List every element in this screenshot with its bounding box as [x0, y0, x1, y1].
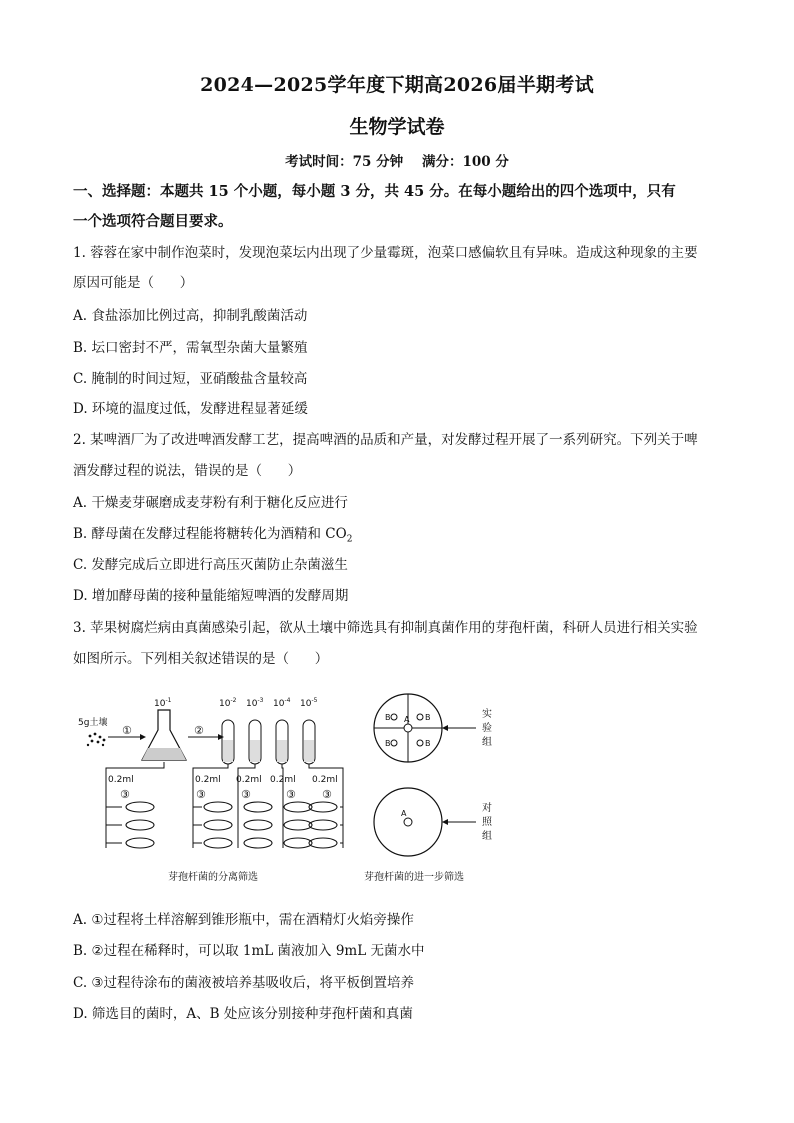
- dilution-3: $10^{-3}$: [246, 697, 264, 709]
- petri-dishes: [126, 802, 337, 848]
- section-heading-line1: 一、选择题：本题共 15 个小题，每小题 3 分，共 45 分。在每小题给出的四个选项中，只有: [73, 183, 676, 200]
- ctrl-group-char-2: 照: [482, 817, 492, 828]
- step3-label-1: ③: [120, 788, 130, 801]
- q3-stem-line1: 3. 苹果树腐烂病由真菌感染引起，欲从土壤中筛选具有抑制真菌作用的芽孢杆菌，科研人员进行相关实验: [73, 620, 698, 636]
- q2-option-a: A. 干燥麦芽碾磨成麦芽粉有利于糖化反应进行: [73, 495, 348, 511]
- soil-label: 5g土壤: [78, 718, 108, 728]
- q1-option-c: C. 腌制的时间过短，亚硝酸盐含量较高: [73, 371, 308, 387]
- q3-option-b: B. ②过程在稀释时，可以取 1mL 菌液加入 9mL 无菌水中: [73, 943, 425, 959]
- label-b-3: B: [385, 739, 391, 748]
- q2-option-d: D. 增加酵母菌的接种量能缩短啤酒的发酵周期: [73, 588, 349, 604]
- dilution-5: $10^{-5}$: [300, 697, 318, 709]
- tube-3: [273, 697, 291, 764]
- dilution-2: $10^{-2}$: [219, 697, 237, 709]
- label-b-4: B: [425, 739, 431, 748]
- tube-1: [219, 697, 237, 764]
- q3-option-a: A. ①过程将土样溶解到锥形瓶中，需在酒精灯火焰旁操作: [73, 912, 414, 928]
- exp-group-char-1: 实: [482, 709, 492, 720]
- q1-stem-line2: 原因可能是（ ）: [73, 275, 194, 291]
- label-b-1: B: [385, 713, 391, 722]
- caption-right: 芽孢杆菌的进一步筛选: [364, 872, 464, 883]
- q2-option-b-subscript: 2: [346, 534, 353, 545]
- exp-group-char-2: 验: [482, 723, 492, 734]
- q2-option-b-text: B. 酵母菌在发酵过程能将糖转化为酒精和 CO: [73, 526, 347, 542]
- volume-label-5: 0.2ml: [312, 775, 338, 785]
- q2-stem-line2: 酒发酵过程的说法，错误的是（ ）: [73, 463, 302, 479]
- step3-label-5: ③: [322, 788, 332, 801]
- ctrl-group-char-3: 组: [482, 831, 492, 842]
- dilution-4: $10^{-4}$: [273, 697, 291, 709]
- volume-label-3: 0.2ml: [236, 775, 262, 785]
- experiment-figure: [78, 690, 518, 890]
- step1-label: ①: [122, 724, 132, 737]
- experimental-plate: [374, 694, 442, 762]
- volume-label-4: 0.2ml: [270, 775, 296, 785]
- exam-info: 考试时间：75 分钟 满分：100 分: [285, 154, 509, 170]
- volume-label-2: 0.2ml: [195, 775, 221, 785]
- step3-label-4: ③: [286, 788, 296, 801]
- step2-label: ②: [194, 724, 204, 737]
- q2-stem-line1: 2. 某啤酒厂为了改进啤酒发酵工艺，提高啤酒的品质和产量，对发酵过程开展了一系列研究。下列关于啤: [73, 432, 698, 448]
- label-b-2: B: [425, 713, 431, 722]
- ctrl-group-char-1: 对: [482, 803, 492, 814]
- q1-option-a: A. 食盐添加比例过高，抑制乳酸菌活动: [73, 308, 308, 324]
- q3-option-d: D. 筛选目的菌时，A、B 处应该分别接种芽孢杆菌和真菌: [73, 1006, 413, 1022]
- q1-stem-line1: 1. 蓉蓉在家中制作泡菜时，发现泡菜坛内出现了少量霉斑，泡菜口感偏软且有异味。造成这种现象的主要: [73, 245, 698, 261]
- soil-sample-icon: [87, 733, 106, 747]
- q2-option-b: [73, 524, 733, 550]
- section-heading-line2: 一个选项符合题目要求。: [73, 213, 233, 230]
- q3-stem-line2: 如图所示。下列相关叙述错误的是（ ）: [73, 651, 329, 667]
- step3-label-2: ③: [196, 788, 206, 801]
- step3-label-3: ③: [241, 788, 251, 801]
- q1-option-b: B. 坛口密封不严，需氧型杂菌大量繁殖: [73, 340, 308, 356]
- label-a-control: A: [401, 809, 407, 818]
- caption-left: 芽孢杆菌的分离筛选: [168, 872, 258, 883]
- exam-subtitle: 生物学试卷: [349, 116, 445, 138]
- tube-2: [246, 697, 264, 764]
- control-plate: [374, 788, 442, 856]
- q3-option-c: C. ③过程待涂布的菌液被培养基吸收后，将平板倒置培养: [73, 975, 415, 991]
- volume-label-1: 0.2ml: [108, 775, 134, 785]
- q1-option-d: D. 环境的温度过低，发酵进程显著延缓: [73, 401, 308, 417]
- dilution-1: $10^{-1}$: [154, 697, 172, 709]
- q2-option-c: C. 发酵完成后立即进行高压灭菌防止杂菌滋生: [73, 557, 348, 573]
- exam-title: 2024—2025学年度下期高2026届半期考试: [200, 74, 594, 96]
- tube-4: [300, 697, 318, 764]
- exp-group-char-3: 组: [482, 737, 492, 748]
- label-a-center: A: [404, 715, 410, 724]
